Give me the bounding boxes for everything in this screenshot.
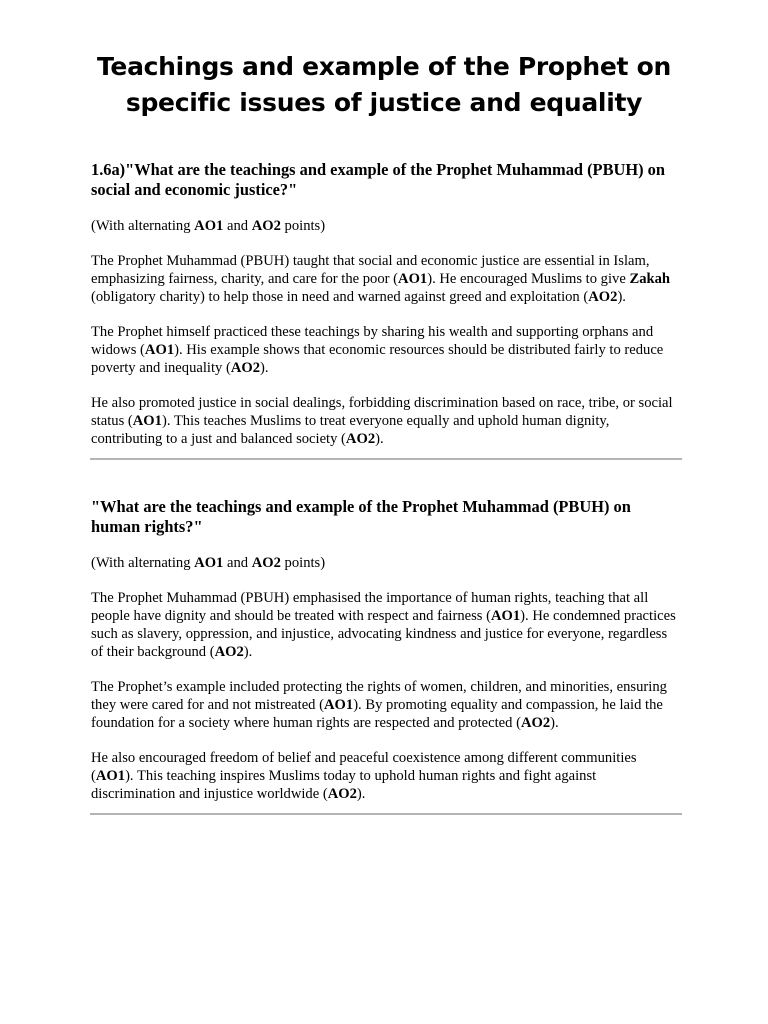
paragraph-text: He also encouraged freedom of belief and peaceful coexistence among different communities ( bbox=[91, 750, 637, 784]
ao1-label: AO1 bbox=[144, 342, 175, 358]
ao2-label: AO2 bbox=[251, 218, 281, 234]
section-1-paragraph-3 bbox=[91, 394, 681, 448]
paragraph-text: ). bbox=[550, 715, 559, 731]
paragraph-text: (obligatory charity) to help those in need and warned against greed and exploitation ( bbox=[91, 289, 589, 305]
section-1-intro bbox=[91, 217, 681, 235]
document-body bbox=[91, 160, 681, 815]
paragraph-text: ). His example shows that economic resources should be distributed fairly to reduce poverty and inequality ( bbox=[91, 342, 664, 376]
section-divider bbox=[90, 458, 682, 460]
section-divider bbox=[90, 813, 682, 815]
paragraph-text: ). bbox=[375, 431, 384, 447]
section-human-rights bbox=[91, 497, 681, 815]
section-1-paragraph-2 bbox=[91, 323, 681, 377]
paragraph-text: ). He encouraged Muslims to give bbox=[427, 271, 630, 287]
section-2-intro bbox=[91, 554, 681, 572]
paragraph-text: ). bbox=[260, 360, 269, 376]
section-2-paragraph-3 bbox=[91, 749, 681, 803]
intro-text: points) bbox=[280, 555, 326, 571]
paragraph-text: ). This teaching inspires Muslims today to uphold human rights and fight against discrimination and injustice worldwide ( bbox=[91, 768, 597, 802]
paragraph-text: ). bbox=[617, 289, 626, 305]
ao1-label: AO1 bbox=[132, 413, 162, 429]
paragraph-text: ). He condemned practices such as slavery, oppression, and injustice, advocating kindness and justice for everyone, regardless of their background ( bbox=[91, 608, 676, 660]
page-title-line-1: Teachings and example of the Prophet on bbox=[97, 52, 671, 81]
section-2-paragraph-2 bbox=[91, 678, 681, 732]
section-1-heading: 1.6a)"What are the teachings and example of the Prophet Muhammad (PBUH) on social and economic justice?" bbox=[91, 160, 665, 199]
ao2-label: AO2 bbox=[345, 431, 376, 447]
ao1-label: AO1 bbox=[95, 768, 126, 784]
intro-text: and bbox=[223, 218, 252, 234]
intro-text: points) bbox=[280, 218, 326, 234]
paragraph-text: The Prophet Muhammad (PBUH) emphasised the importance of human rights, teaching that all people have dignity and should be treated with respect and fairness ( bbox=[91, 590, 649, 624]
zakah-term: Zakah bbox=[629, 271, 671, 287]
ao2-label: AO2 bbox=[327, 786, 357, 802]
section-2-heading: "What are the teachings and example of the Prophet Muhammad (PBUH) on human rights?" bbox=[91, 497, 631, 536]
paragraph-text: ). bbox=[356, 786, 366, 802]
paragraph-text: The Prophet’s example included protecting the rights of women, children, and minorities, ensuring they were cared for and not mistreated ( bbox=[91, 679, 667, 713]
paragraph-text: He also promoted justice in social dealings, forbidding discrimination based on race, tribe, or social status ( bbox=[91, 395, 673, 429]
paragraph-text: The Prophet Muhammad (PBUH) taught that social and economic justice are essential in Islam, emphasizing fairness, charity, and care for the poor ( bbox=[91, 253, 650, 287]
page-title bbox=[60, 49, 708, 121]
section-2-paragraph-1 bbox=[91, 589, 681, 661]
paragraph-text: ). This teaches Muslims to treat everyone equally and uphold human dignity, contributing to a just and balanced society ( bbox=[91, 413, 610, 447]
paragraph-text: ). bbox=[243, 644, 253, 660]
section-social-economic-justice bbox=[91, 160, 681, 460]
intro-text: (With alternating bbox=[91, 218, 195, 234]
paragraph-text: ). By promoting equality and compassion, he laid the foundation for a society where human rights are respected and protected ( bbox=[91, 697, 663, 731]
ao1-label: AO1 bbox=[324, 697, 354, 713]
ao2-label: AO2 bbox=[230, 360, 261, 376]
ao2-label: AO2 bbox=[520, 715, 551, 731]
ao1-label: AO1 bbox=[398, 271, 428, 287]
page-title-line-2: specific issues of justice and equality bbox=[125, 88, 643, 117]
ao1-label: AO1 bbox=[194, 218, 224, 234]
ao2-label: AO2 bbox=[251, 555, 281, 571]
ao1-label: AO1 bbox=[194, 555, 224, 571]
section-1-paragraph-1 bbox=[91, 252, 681, 306]
ao2-label: AO2 bbox=[588, 289, 618, 305]
paragraph-text: The Prophet himself practiced these teachings by sharing his wealth and supporting orphans and widows ( bbox=[91, 324, 654, 358]
ao2-label: AO2 bbox=[214, 644, 244, 660]
intro-text: (With alternating bbox=[91, 555, 195, 571]
intro-text: and bbox=[223, 555, 252, 571]
ao1-label: AO1 bbox=[490, 608, 521, 624]
